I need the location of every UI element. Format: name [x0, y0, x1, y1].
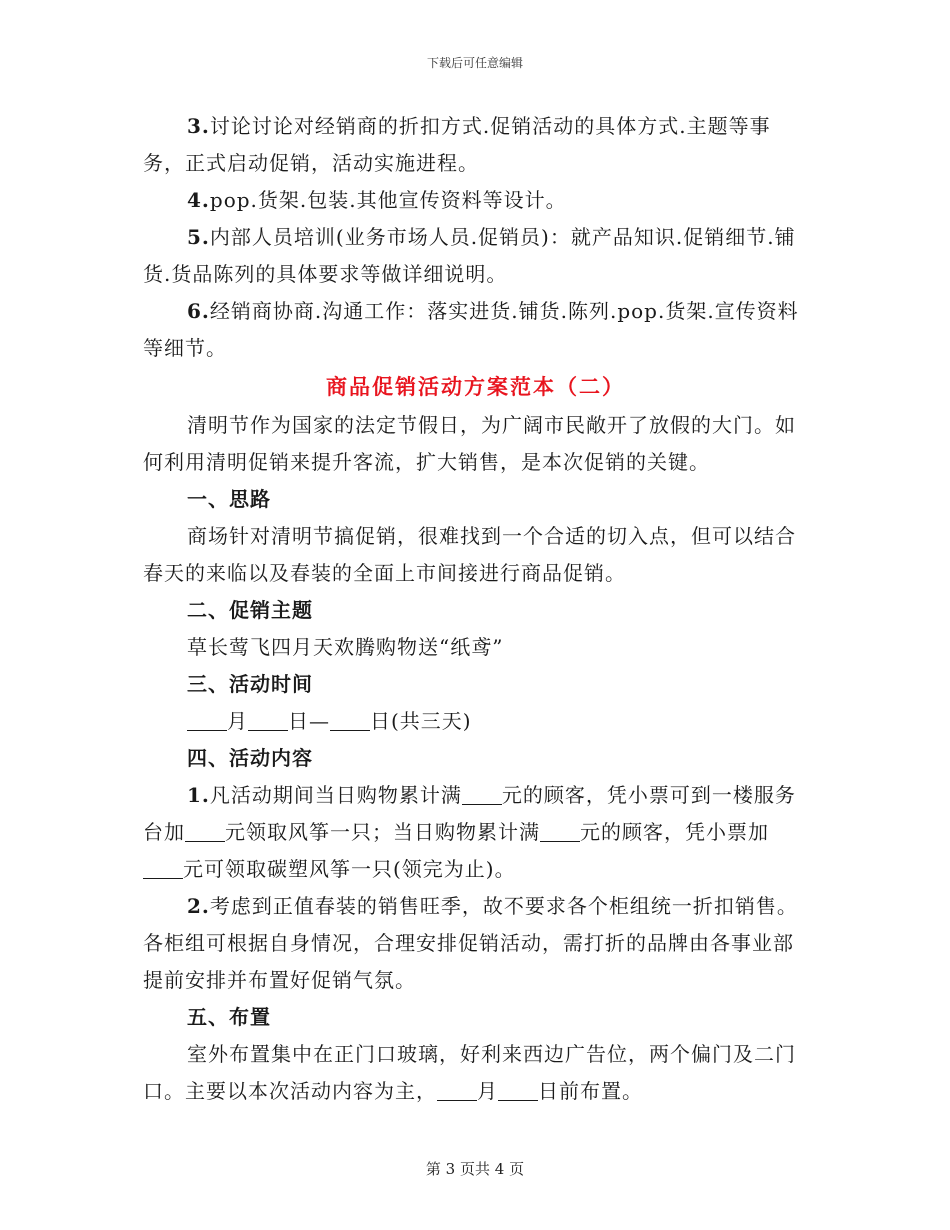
item-number: 3. — [187, 114, 210, 138]
idea-paragraph: 商场针对清明节搞促销，很难找到一个合适的切入点，但可以结合春天的来临以及春装的全面上市间接进行商品促销。 — [143, 524, 796, 585]
content-text: 元领取风筝一只；当日购物累计满 — [225, 820, 540, 844]
blank-line — [187, 710, 227, 731]
item-number: 5. — [187, 225, 210, 249]
page-footer: 第 3 页共 4 页 — [425, 1160, 525, 1178]
page-header: 下载后可任意编辑 — [426, 56, 523, 70]
content-item-2 — [143, 888, 808, 999]
section-title: 商品促销活动方案范本（二） — [326, 374, 625, 399]
blank-line — [462, 784, 502, 805]
month-label: 月 — [227, 709, 248, 733]
list-item-5 — [143, 219, 808, 293]
blank-line — [540, 821, 580, 842]
blank-line — [330, 710, 370, 731]
blank-line — [185, 821, 225, 842]
month-label: 月 — [477, 1079, 498, 1103]
item-text: 经销商协商.沟通工作：落实进货.铺货.陈列.pop.货架.宣传资料等细节。 — [143, 299, 799, 360]
content-text: 元的顾客，凭小票加 — [580, 820, 769, 844]
heading-content: 四、活动内容 — [187, 746, 313, 770]
blank-line — [437, 1080, 477, 1101]
content-text: 元的顾客，凭小票可到一楼服务台加 — [143, 783, 796, 844]
item-number: 1. — [187, 783, 210, 807]
item-text: pop.货架.包装.其他宣传资料等设计。 — [209, 188, 567, 212]
heading-theme: 二、促销主题 — [187, 598, 313, 622]
content-text: 元可领取碳塑风筝一只(领完为止)。 — [183, 857, 516, 881]
heading-time: 三、活动时间 — [187, 672, 313, 696]
item-text: 内部人员培训(业务市场人员.促销员)：就产品知识.促销细节.铺货.货品陈列的具体要求等做详细说明。 — [143, 225, 796, 286]
item-text: 讨论讨论对经销商的折扣方式.促销活动的具体方式.主题等事务，正式启动促销，活动实施进程。 — [143, 114, 771, 175]
intro-paragraph: 清明节作为国家的法定节假日，为广阔市民敞开了放假的大门。如何利用清明促销来提升客流，扩大销售，是本次促销的关键。 — [143, 413, 796, 474]
heading-idea: 一、思路 — [187, 487, 271, 511]
document-body — [143, 108, 808, 1110]
item-number: 2. — [187, 894, 210, 918]
item-number: 6. — [187, 299, 210, 323]
list-item-6 — [143, 293, 808, 367]
heading-layout: 五、布置 — [187, 1005, 271, 1029]
layout-text: 日前布置。 — [538, 1079, 643, 1103]
blank-line — [498, 1080, 538, 1101]
content-text: 凡活动期间当日购物累计满 — [209, 783, 462, 807]
theme-paragraph: 草长莺飞四月天欢腾购物送“纸鸢” — [187, 635, 504, 659]
time-paragraph — [143, 703, 808, 740]
content-item-1 — [143, 777, 808, 888]
layout-paragraph — [143, 1036, 808, 1110]
day-total-label: 日(共三天) — [370, 709, 472, 733]
list-item-4 — [143, 182, 808, 219]
item-number: 4. — [187, 188, 210, 212]
day-label: 日— — [288, 709, 330, 733]
blank-line — [143, 858, 183, 879]
blank-line — [248, 710, 288, 731]
content-text: 考虑到正值春装的销售旺季，故不要求各个柜组统一折扣销售。各柜组可根据自身情况，合理安排促销活动，需打折的品牌由各事业部提前安排并布置好促销气氛。 — [143, 894, 798, 992]
layout-text: 室外布置集中在正门口玻璃，好利来西边广告位，两个偏门及二门口。主要以本次活动内容为主， — [143, 1042, 796, 1103]
list-item-3 — [143, 108, 808, 182]
